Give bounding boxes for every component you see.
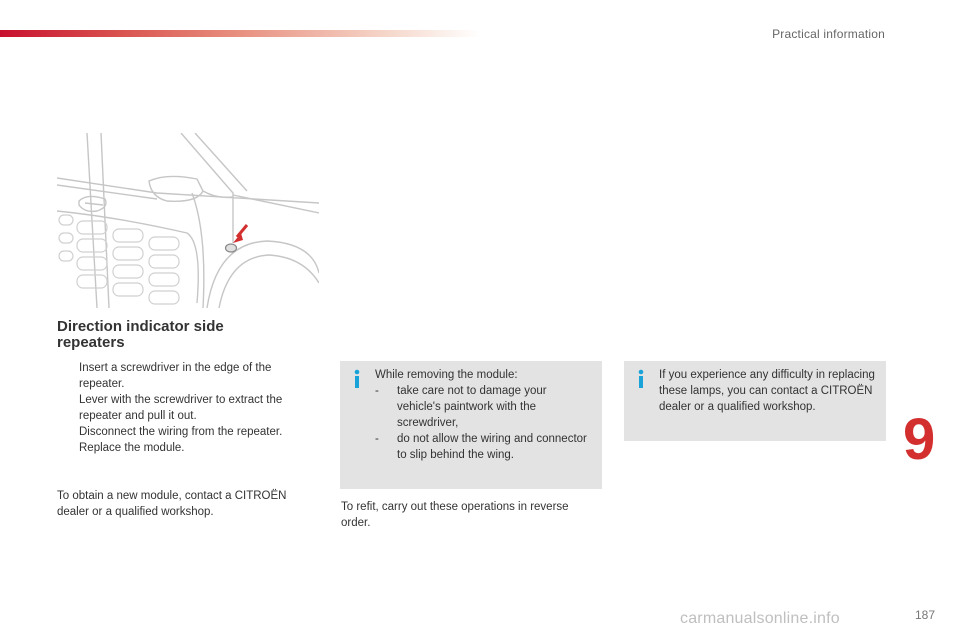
obtain-module-text: To obtain a new module, contact a CITROËN dealer or a qualified workshop.: [57, 490, 287, 518]
watermark: carmanualsonline.info: [680, 610, 840, 627]
chapter-number: 9: [903, 407, 936, 472]
list-item: - do not allow the wiring and connector to slip behind the wing.: [375, 433, 587, 461]
removal-steps-list: [60, 360, 310, 456]
note-difficulty-text: If you experience any difficulty in replacing these lamps, you can contact a CITROËN dealer or a qualified workshop.: [659, 369, 875, 413]
note-list: [375, 383, 590, 463]
page-section-title: Practical information: [772, 27, 885, 41]
dash-bullet: -: [375, 433, 379, 445]
list-item: - take care not to damage your vehicle's paintwork with the screwdriver,: [375, 385, 547, 429]
page-number: 187: [914, 608, 935, 622]
section-title: Direction indicator side repeaters: [57, 318, 224, 351]
header-accent-bar: [0, 30, 480, 37]
info-icon: [636, 369, 646, 389]
list-item: Lever with the screwdriver to extract the repeater and pull it out.: [79, 394, 283, 422]
info-icon: [352, 369, 362, 389]
list-item: Replace the module.: [79, 442, 185, 454]
note-intro: While removing the module:: [375, 369, 518, 381]
note-box-difficulty: [624, 361, 886, 441]
car-side-repeater-illustration: [57, 133, 319, 308]
note-box-removing: [340, 361, 602, 489]
refit-text: To refit, carry out these operations in reverse order.: [341, 501, 569, 529]
list-item: Insert a screwdriver in the edge of the repeater.: [79, 362, 272, 390]
dash-bullet: -: [375, 385, 379, 397]
list-item: Disconnect the wiring from the repeater.: [79, 426, 283, 438]
